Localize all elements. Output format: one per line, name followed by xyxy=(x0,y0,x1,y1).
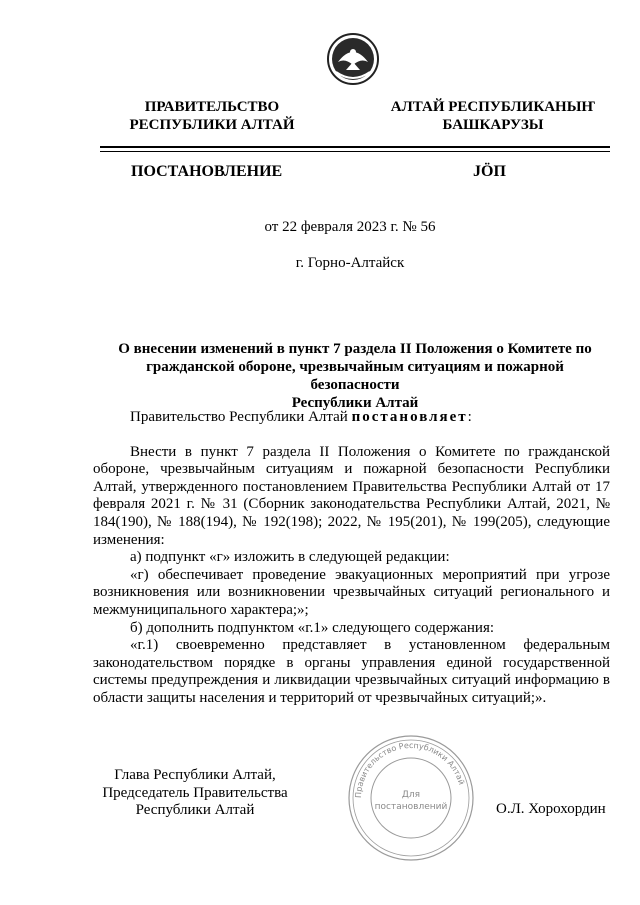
subject-line3: Республики Алтай xyxy=(291,395,419,411)
subject-line2: гражданской обороне, чрезвычайным ситуациям и пожарной безопасности xyxy=(146,359,564,393)
stamp-center-line1: Для xyxy=(401,790,421,800)
date-line: от 22 февраля 2023 г. № 56 xyxy=(264,219,436,235)
header-right-line2: БАШКАРУЗЫ xyxy=(442,117,544,133)
signatory-title-line2: Председатель Правительства xyxy=(102,784,288,801)
paragraph-5: «г.1) своевременно представляет в установленном федеральным законодательством порядке в органы управления единой государственной системы предупреждения и ликвидации чрезвычайных ситуаций информацию в области защиты населения и территорий от чрезвычайных ситуаций;». xyxy=(93,637,610,706)
header-right xyxy=(388,98,598,134)
intro-decree-word: постановляет xyxy=(351,409,468,425)
paragraph-2: а) подпункт «г» изложить в следующей редакции: xyxy=(130,549,450,566)
header-right-line1: АЛТАЙ РЕСПУБЛИКАНЫҤ xyxy=(390,99,596,115)
header-divider-thick xyxy=(100,146,610,148)
header-divider-thin xyxy=(100,151,610,152)
paragraph-3: «г) обеспечивает проведение эвакуационных мероприятий при угрозе возникновения или возникновении чрезвычайных ситуаций регионального и межмуниципального характера;»; xyxy=(93,566,610,618)
intro-prefix: Правительство Республики Алтай xyxy=(130,409,352,425)
stamp-center-line2: постановлений xyxy=(374,802,448,812)
document-body xyxy=(93,409,610,708)
intro-suffix: : xyxy=(467,409,472,425)
header-left-line2: РЕСПУБЛИКИ АЛТАЙ xyxy=(129,117,295,133)
intro-paragraph xyxy=(93,409,610,427)
signatory-title-line3: Республики Алтай xyxy=(135,802,255,819)
coat-of-arms-emblem xyxy=(326,32,380,86)
paragraph-1: Внести в пункт 7 раздела II Положения о Комитете по гражданской обороне, чрезвычайным ситуациям и пожарной безопасности Республики Алтай, утвержденного постановлением Правительства Республики Алтай от 17 февраля 2021 г. № 31 (Сборник законодательства Республики Алтай, 2021, № 184(190), № 188(194), № 192(198); 2022, № 195(201), № 199(205), следующие изменения: xyxy=(93,443,610,548)
signatory-title xyxy=(70,767,320,820)
stamp-ring-text: Правительство Республики Алтай xyxy=(353,740,467,799)
doc-type-left: ПОСТАНОВЛЕНИЕ xyxy=(131,163,283,180)
header-left-line1: ПРАВИТЕЛЬСТВО xyxy=(144,99,280,115)
official-stamp xyxy=(346,733,476,863)
signatory-title-line1: Глава Республики Алтай, xyxy=(114,767,276,783)
doc-type-right: JӦП xyxy=(473,163,506,180)
header-left xyxy=(112,98,312,134)
document-subject xyxy=(100,340,610,412)
subject-line1: О внесении изменений в пункт 7 раздела II Положения о Комитете по xyxy=(118,341,592,357)
city-line: г. Горно-Алтайск xyxy=(295,255,405,271)
paragraph-4: б) дополнить подпунктом «г.1» следующего содержания: xyxy=(130,619,495,636)
signatory-name: О.Л. Хорохордин xyxy=(496,801,606,817)
